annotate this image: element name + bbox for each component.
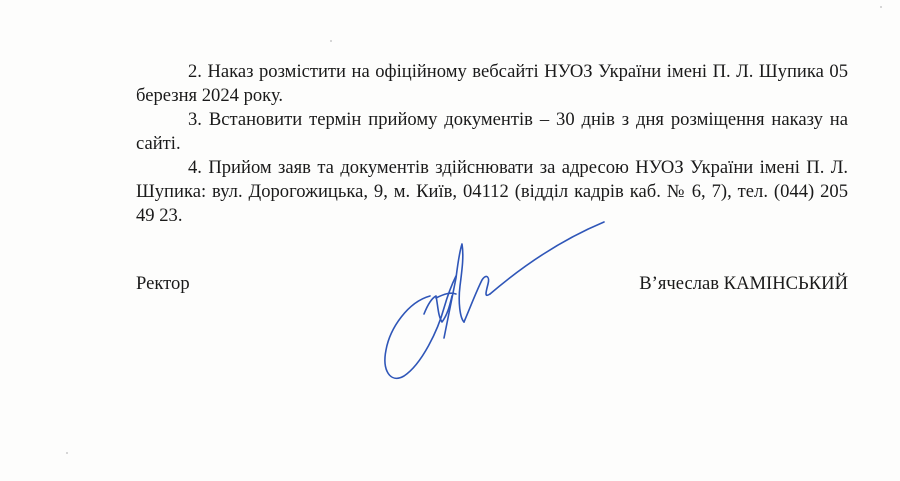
signature-stroke	[464, 277, 490, 322]
scan-speck	[880, 6, 882, 8]
signatory-name: В’ячеслав КАМІНСЬКИЙ	[639, 273, 848, 294]
document-body	[136, 60, 848, 228]
paragraph-3: 3. Встановити термін прийому документів – 30 днів з дня розміщення наказу на сайті.	[136, 109, 848, 154]
paragraph-4: 4. Прийом заяв та документів здійснювати за адресою НУОЗ України імені П. Л. Шупика: вул. Дорогожицька, 9, м. Київ, 04112 (відділ кадрів каб. № 6, 7), тел. (044) 205 49 23.	[136, 157, 848, 226]
signature-stroke	[385, 276, 456, 378]
scan-speck	[330, 40, 332, 42]
scan-speck	[66, 452, 68, 454]
signatory-title: Ректор	[136, 273, 190, 294]
handwritten-signature	[378, 218, 608, 393]
signature-stroke	[490, 222, 604, 294]
signature-stroke	[444, 244, 464, 338]
paragraph-2: 2. Наказ розмістити на офіційному вебсайті НУОЗ України імені П. Л. Шупика 05 березня 2024 року.	[136, 61, 848, 106]
